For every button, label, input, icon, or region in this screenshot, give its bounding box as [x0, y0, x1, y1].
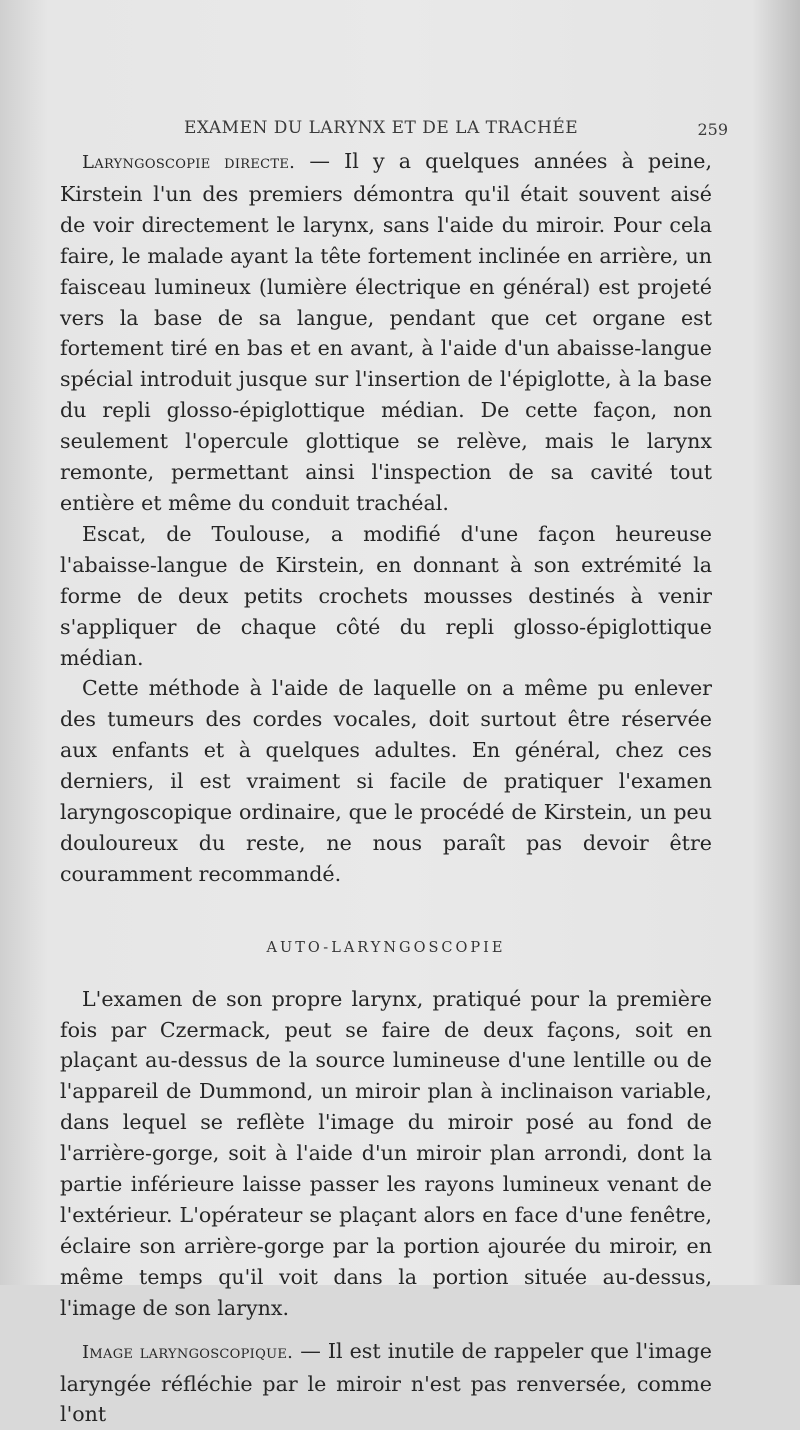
paragraph-text: Cette méthode à l'aide de laquelle on a même pu enlever des tumeurs des cordes vocales, doit surtout être réservée aux enfants et à quelques adultes. En général, chez ces derniers, il est vraiment si facile de pratiquer l'examen laryngoscopique ordinaire, que le procédé de Kirstein, un peu douloureux du reste, ne nous paraît pas devoir être couramment recommandé. [60, 676, 712, 886]
paragraph-text: — Il y a quelques années à peine, Kirstein l'un des premiers démontra qu'il était souvent aisé de voir directement le larynx, sans l'aide du miroir. Pour cela faire, le malade ayant la tête fortement inclinée en arrière, un faisceau lumineux (lumière électrique en général) est projeté vers la base de sa langue, pendant que cet organe est fortement tiré en bas et en avant, à l'aide d'un abaisse-langue spécial introduit jusque sur l'insertion de l'épiglotte, à la base du repli glosso-épiglottique médian. De cette façon, non seulement l'opercule glottique se relève, mais le larynx remonte, permettant ainsi l'inspection de sa cavité tout entière et même du conduit trachéal. [60, 149, 712, 515]
paragraph-text: Escat, de Toulouse, a modifié d'une façon heureuse l'abaisse-langue de Kirstein, en donnant à son extrémité la forme de deux petits crochets mousses destinés à venir s'appliquer de chaque côté du repli glosso-épiglottique médian. [60, 521, 712, 670]
page-number: 259 [697, 120, 728, 139]
page-header [60, 118, 728, 144]
paragraph-text: L'examen de son propre larynx, pratiqué pour la première fois par Czermack, peut se faire de deux façons, soit en plaçant au-dessus de la source lumineuse d'une lentille ou de l'appareil de Dummond, un miroir plan à inclinaison variable, dans lequel se reflète l'image du miroir posé au fond de l'arrière-gorge, soit à l'aide d'un miroir plan arrondi, dont la partie inférieure laisse passer les rayons lumineux venant de l'extérieur. L'opérateur se plaçant alors en face d'une fenêtre, éclaire son arrière-gorge par la portion ajourée du miroir, en même temps qu'il voit dans la portion située au-dessus, l'image de son larynx. [60, 986, 712, 1320]
paragraph-text: — Il est inutile de rappeler que l'image laryngée réfléchie par le miroir n'est pas renversée, comme l'ont [60, 1338, 712, 1427]
paragraph-spacer [60, 1324, 712, 1336]
paragraph-laryngoscopie-directe [60, 146, 712, 519]
body-text [60, 146, 712, 1430]
paragraph-escat [60, 519, 712, 674]
section-heading: AUTO-LARYNGOSCOPIE [266, 939, 506, 956]
run-in-heading: Image laryngoscopique. [82, 1341, 294, 1363]
running-title: EXAMEN DU LARYNX ET DE LA TRACHÉE [184, 118, 579, 138]
paragraph-image-laryngoscopique [60, 1336, 712, 1430]
run-in-heading: Laryngoscopie directe. [82, 152, 296, 173]
paragraph-auto-laryngoscopie [60, 984, 712, 1324]
paragraph-methode [60, 673, 712, 889]
